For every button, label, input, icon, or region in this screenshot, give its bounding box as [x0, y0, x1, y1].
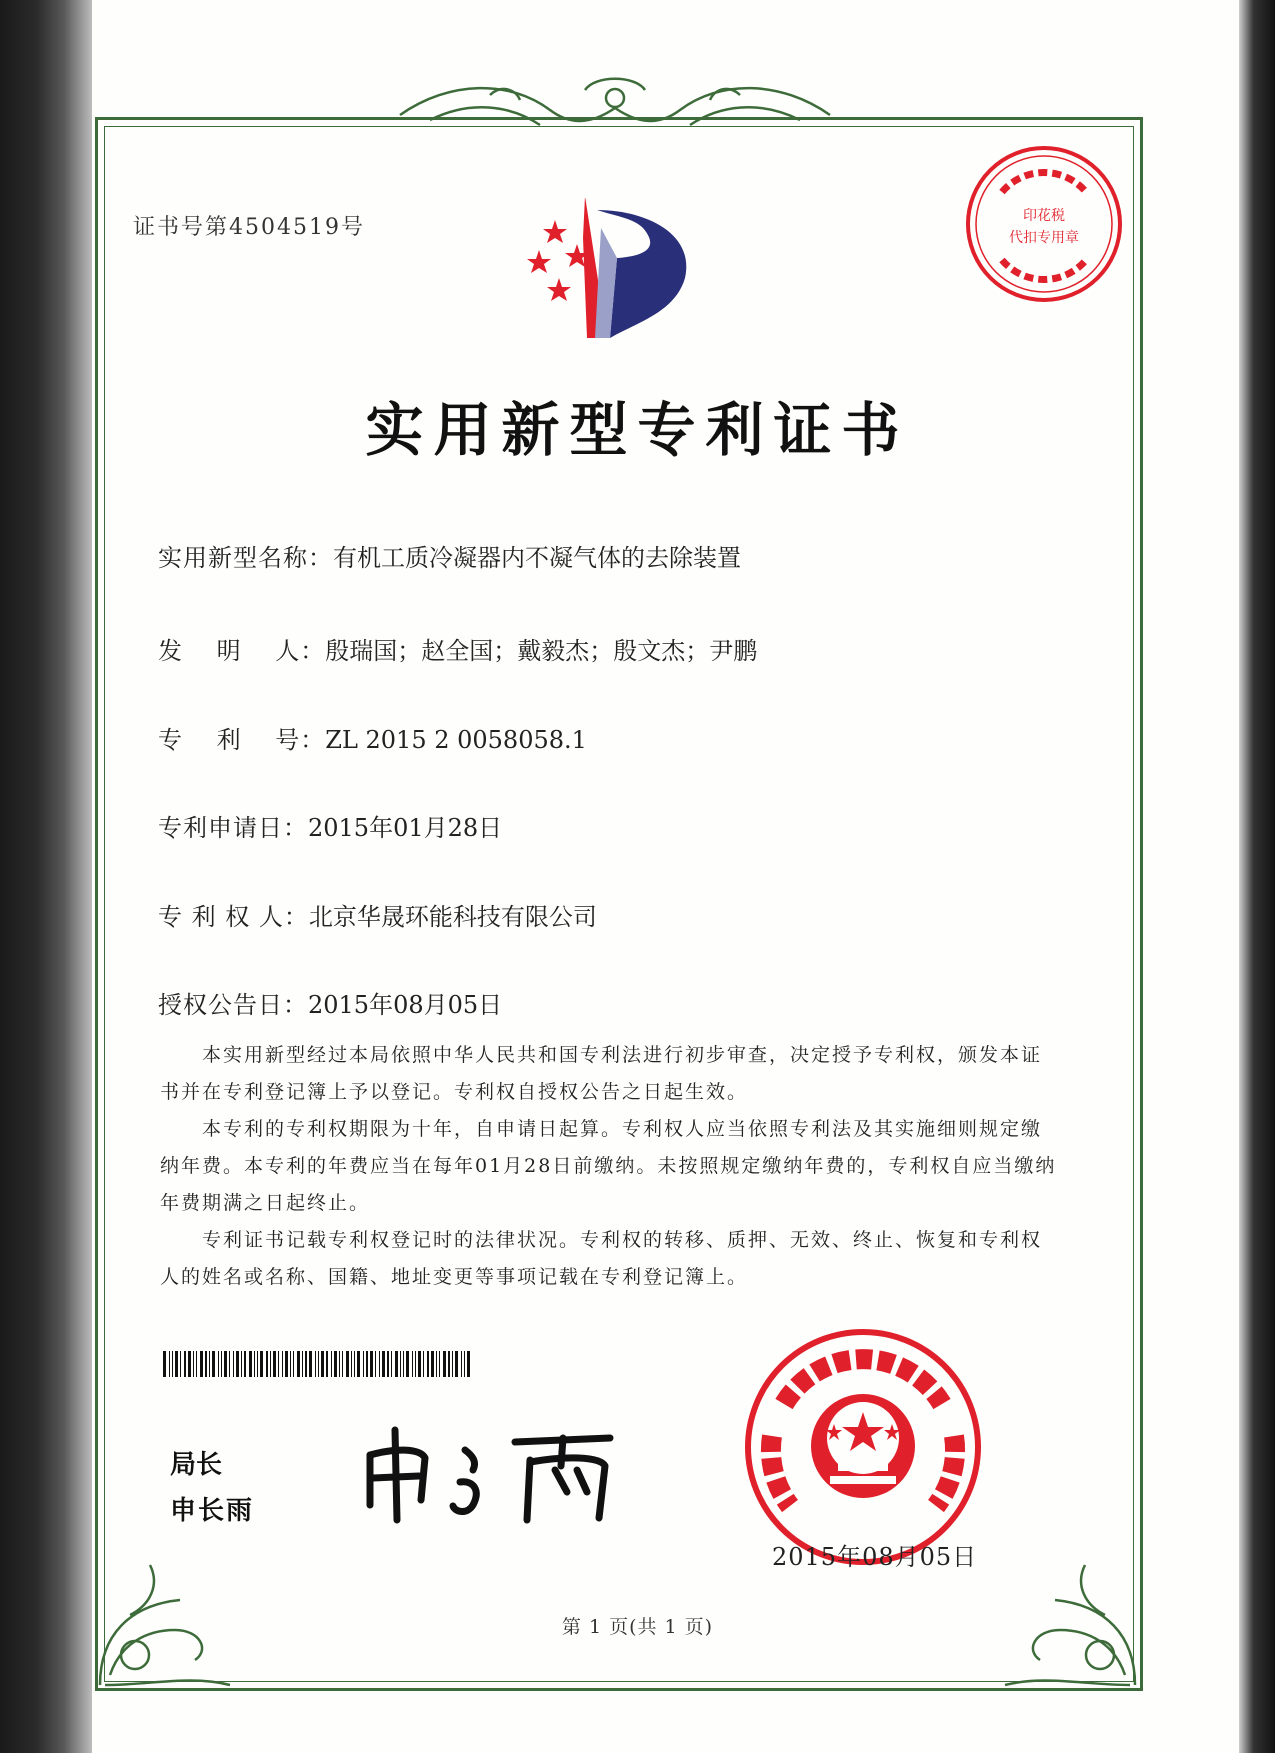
patent-number-field — [158, 720, 587, 755]
book-edge-right — [1239, 0, 1275, 1753]
director-name: 申长雨 — [170, 1496, 255, 1526]
filing-date-label: 专利申请日： — [158, 814, 308, 842]
tax-stamp-icon — [962, 142, 1126, 306]
svg-text:印花税: 印花税 — [1023, 208, 1065, 224]
inventor-value: 殷瑞国；赵全国；戴毅杰；殷文杰；尹鹏 — [325, 637, 758, 665]
svg-text:代扣专用章: 代扣专用章 — [1009, 230, 1079, 246]
grant-date-field — [158, 985, 502, 1020]
barcode-icon — [163, 1351, 473, 1377]
utility-model-name-label: 实用新型名称： — [158, 544, 333, 572]
top-ornament-icon — [390, 70, 840, 150]
page-title: 实用新型专利证书 — [365, 396, 910, 464]
inventor-field — [158, 631, 757, 666]
grant-date-label: 授权公告日： — [158, 991, 308, 1019]
patent-number-label: 专 利 号： — [158, 726, 326, 754]
filing-date-value: 2015年01月28日 — [308, 814, 503, 842]
book-binding-left — [0, 0, 92, 1753]
filing-date-field — [158, 808, 502, 843]
notice-paragraph: 本实用新型经过本局依照中华人民共和国专利法进行初步审查，决定授予专利权，颁发本证书并在专利登记簿上予以登记。专利权自授权公告之日起生效。 — [160, 1044, 1043, 1103]
utility-model-name-field — [158, 538, 741, 573]
legal-notice — [160, 1037, 1060, 1296]
director-title: 局长 — [170, 1450, 223, 1480]
grant-date-value: 2015年08月05日 — [308, 991, 503, 1019]
patentee-label: 专 利 权 人： — [158, 903, 309, 931]
director-signature-icon — [355, 1420, 635, 1530]
office-seal-icon — [742, 1326, 984, 1568]
page-number: 第 1 页(共 1 页) — [561, 1616, 714, 1638]
certificate-number: 证书号第4504519号 — [133, 215, 365, 240]
patentee-field — [158, 897, 597, 932]
patent-number-value: ZL 2015 2 0058058.1 — [325, 726, 587, 754]
seal-date: 2015年08月05日 — [772, 1543, 978, 1571]
patentee-value: 北京华晟环能科技有限公司 — [308, 903, 597, 931]
patent-office-logo-icon — [525, 198, 715, 346]
notice-paragraph: 本专利的专利权期限为十年，自申请日起算。专利权人应当依照专利法及其实施细则规定缴纳年费。本专利的年费应当在每年01月28日前缴纳。未按照规定缴纳年费的，专利权自应当缴纳年费期满之日起终止。 — [160, 1118, 1057, 1214]
utility-model-name-value: 有机工质冷凝器内不凝气体的去除装置 — [333, 544, 741, 572]
notice-paragraph: 专利证书记载专利权登记时的法律状况。专利权的转移、质押、无效、终止、恢复和专利权人的姓名或名称、国籍、地址变更等事项记载在专利登记簿上。 — [160, 1229, 1043, 1288]
inventor-label: 发 明 人： — [158, 637, 326, 665]
